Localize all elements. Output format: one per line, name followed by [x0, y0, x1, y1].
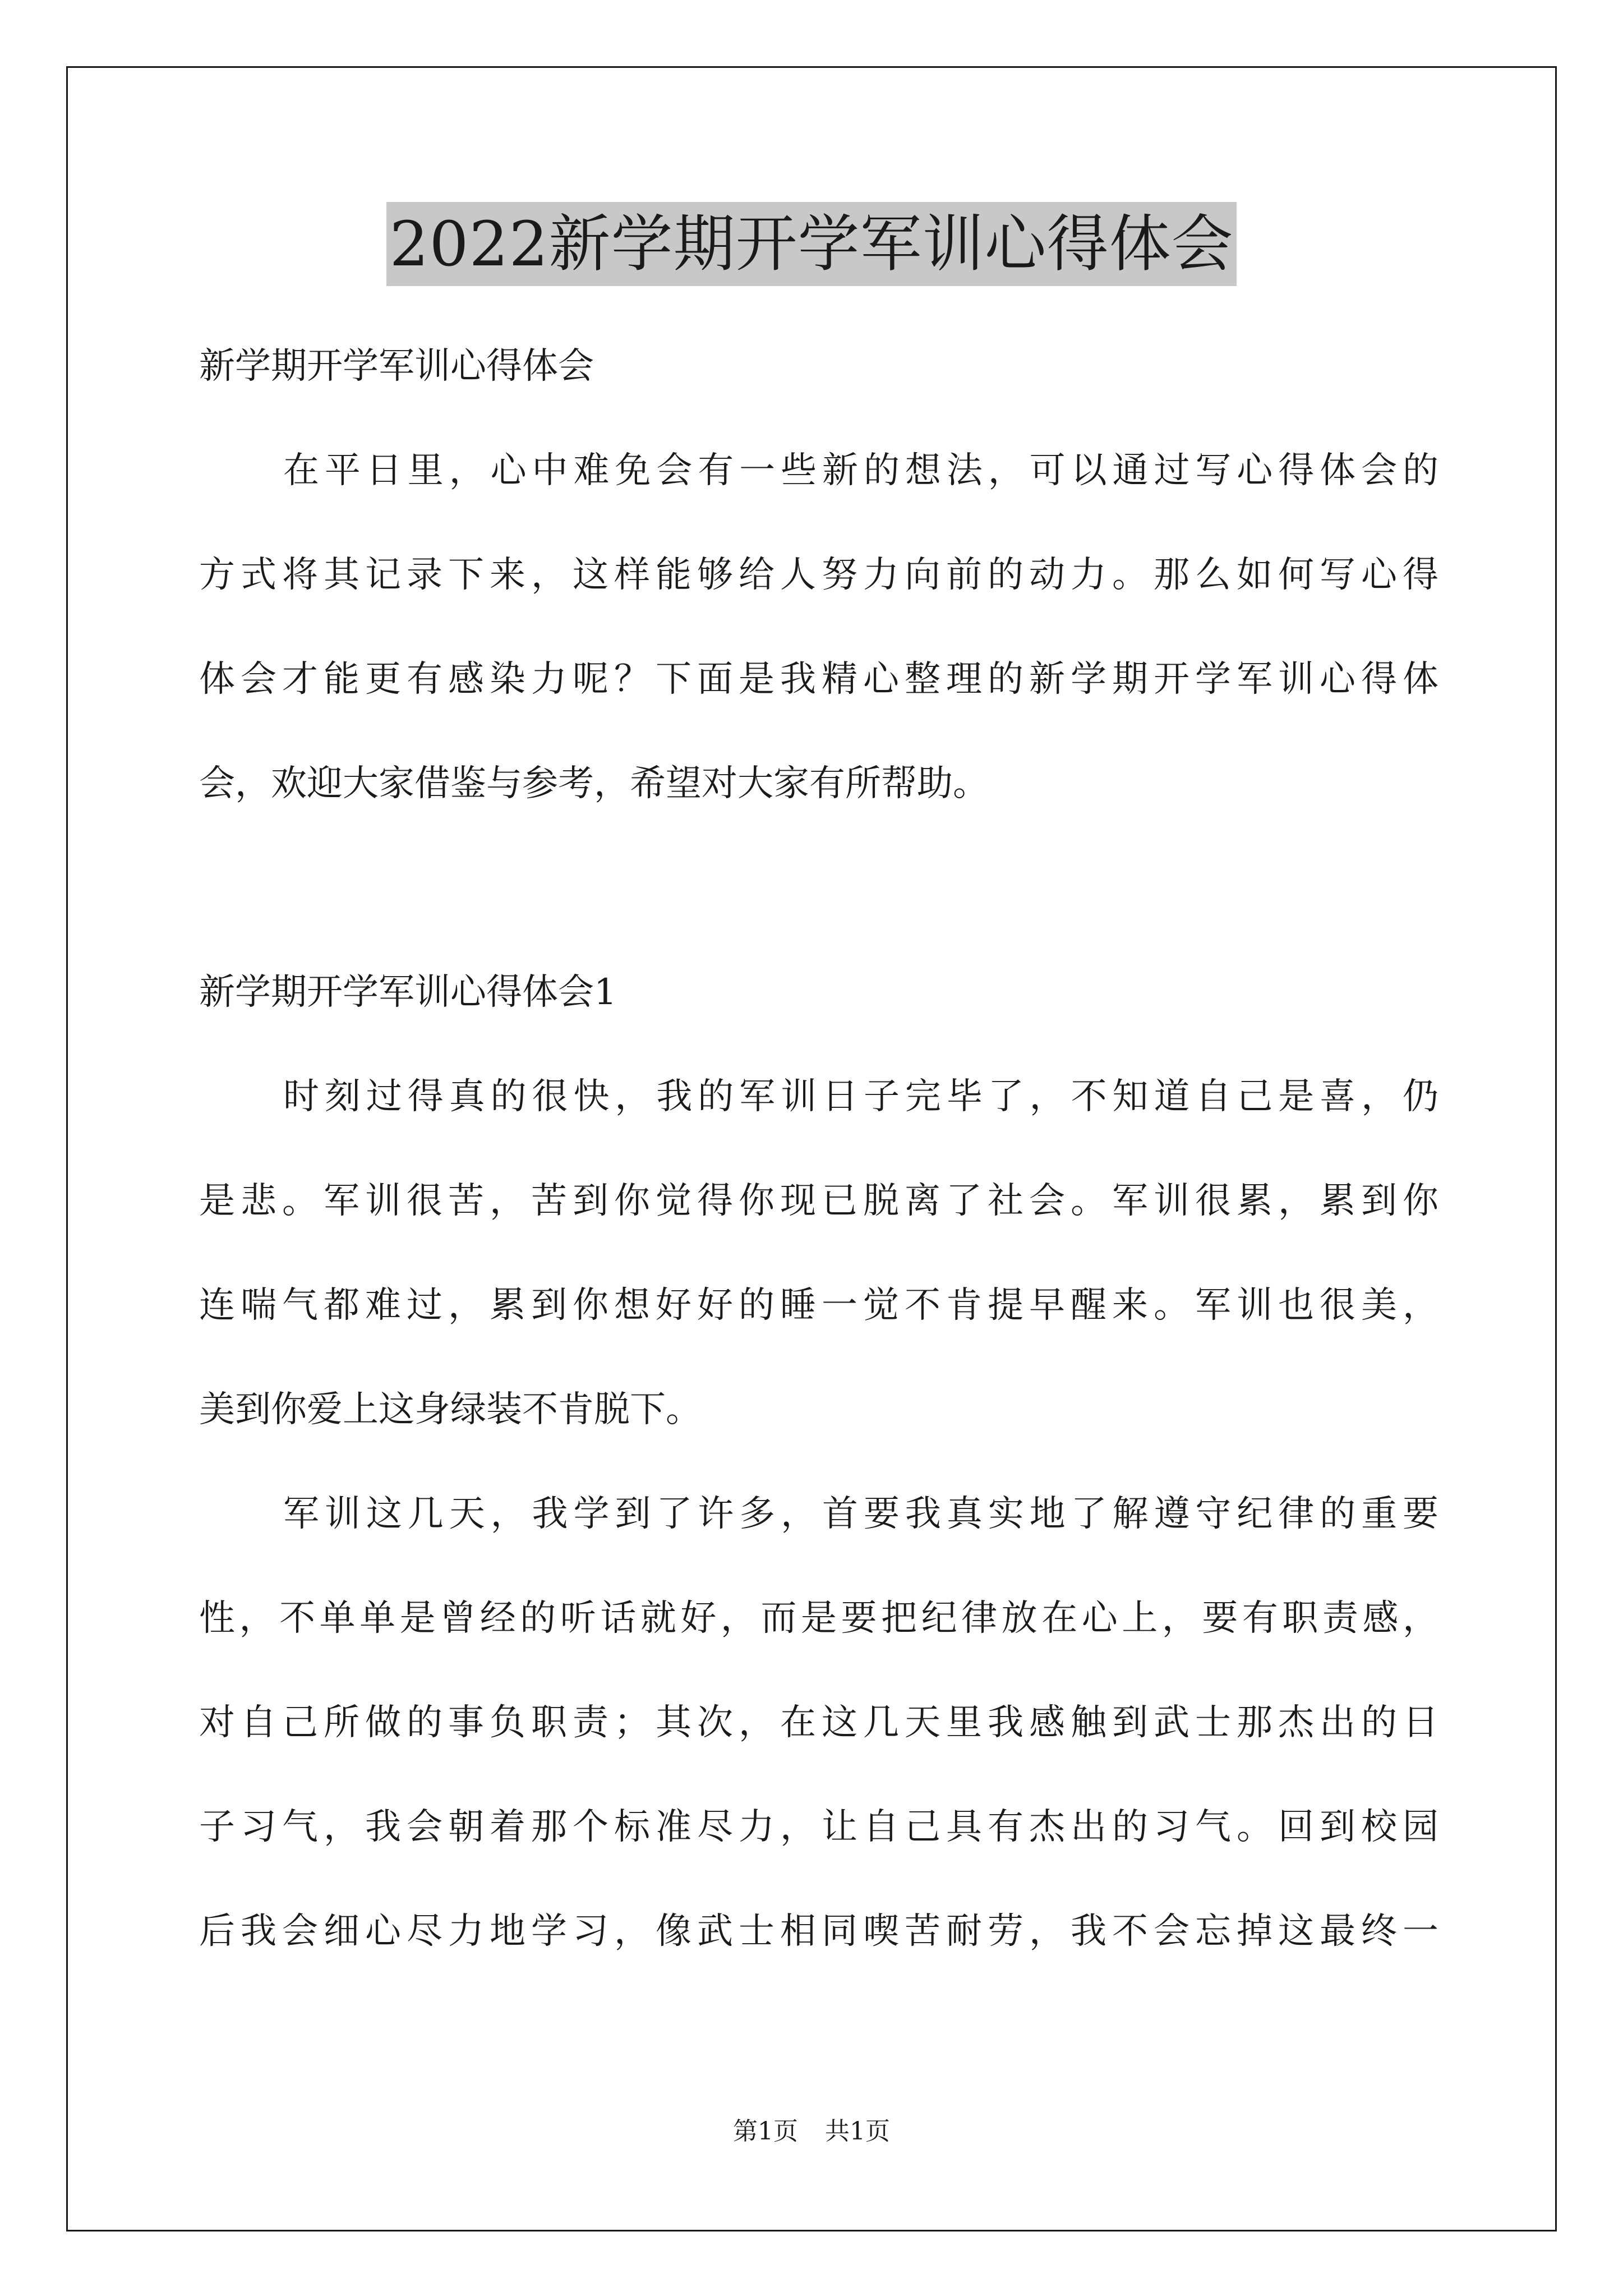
title-container [0, 202, 1623, 286]
text-line: 军训这几天，我学到了许多，首要我真实地了解遵守纪律的重要 [283, 1493, 1438, 1535]
subtitle: 新学期开学军训心得体会 [199, 346, 594, 387]
page-number: 第1页 [733, 2117, 798, 2146]
paragraph-2 [199, 1462, 1438, 1984]
text-line: 体会才能更有感染力呢？下面是我精心整理的新学期开学军训心得体 [199, 659, 1438, 700]
paragraph-1 [199, 1045, 1438, 1462]
text-line: 后我会细心尽力地学习，像武士相同喫苦耐劳，我不会忘掉这最终一 [199, 1911, 1438, 1952]
text-line: 性，不单单是曾经的听话就好，而是要把纪律放在心上，要有职责感， [199, 1598, 1438, 1639]
page-footer [0, 2115, 1623, 2148]
text-line: 对自己所做的事负职责；其次，在这几天里我感触到武士那杰出的日 [199, 1702, 1438, 1743]
text-line: 会，欢迎大家借鉴与参考，希望对大家有所帮助。 [199, 763, 989, 804]
intro-paragraph [199, 418, 1438, 836]
text-line: 时刻过得真的很快，我的军训日子完毕了，不知道自己是喜，仍 [283, 1076, 1438, 1117]
text-line: 方式将其记录下来，这样能够给人努力向前的动力。那么如何写心得 [199, 554, 1438, 596]
text-line: 子习气，我会朝着那个标准尽力，让自己具有杰出的习气。回到校园 [199, 1806, 1438, 1848]
text-line: 是悲。军训很苦，苦到你觉得你现已脱离了社会。军训很累，累到你 [199, 1180, 1438, 1222]
section-heading: 新学期开学军训心得体会1 [199, 972, 617, 1013]
page-total: 共1页 [825, 2117, 890, 2146]
document-body [199, 314, 1438, 1984]
text-line: 美到你爱上这身绿装不肯脱下。 [199, 1389, 702, 1430]
text-line: 在平日里，心中难免会有一些新的想法，可以通过写心得体会的 [283, 450, 1438, 491]
blank-line [199, 836, 1438, 940]
text-line: 连喘气都难过，累到你想好好的睡一觉不肯提早醒来。军训也很美， [199, 1285, 1438, 1326]
document-title: 2022新学期开学军训心得体会 [386, 202, 1237, 286]
